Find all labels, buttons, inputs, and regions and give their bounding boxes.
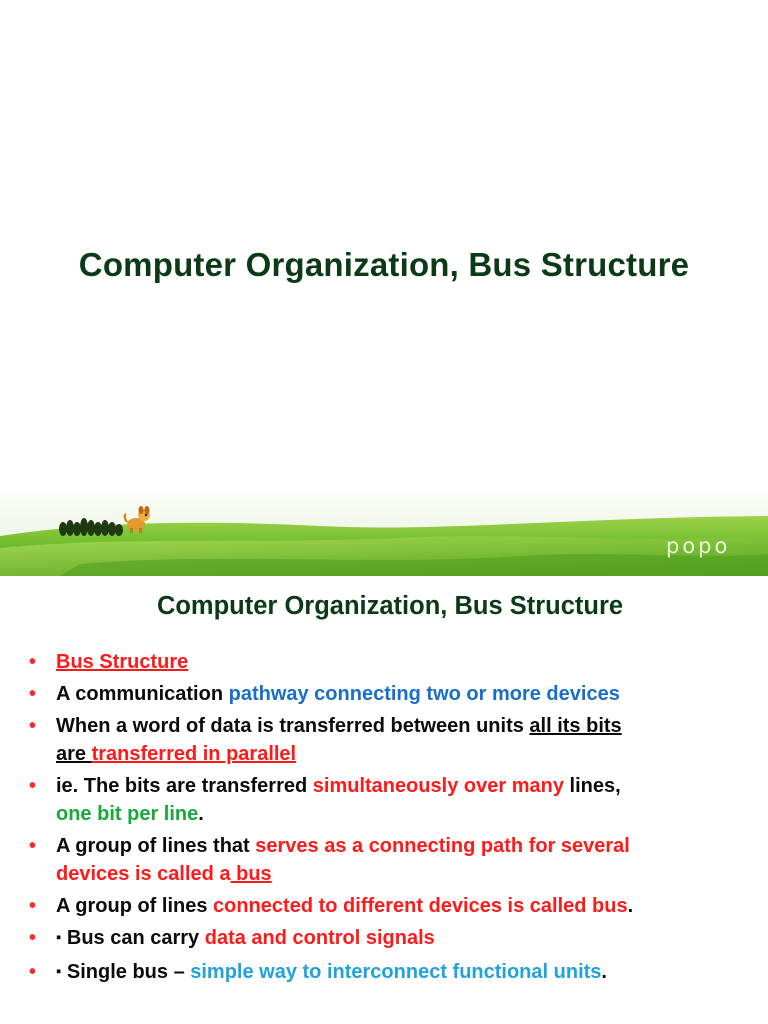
dog-icon (122, 506, 152, 534)
bullet-dot: • (29, 651, 37, 673)
list-item: • When a word of data is transferred between units all its bits are transferred in parallel (56, 712, 766, 768)
list-item: • ie. The bits are transferred simultaneously over many lines, one bit per line. (56, 772, 766, 828)
list-item: • ▪ Bus can carry data and control signals (56, 924, 766, 954)
bullet-dot: • (29, 835, 37, 857)
content-slide (0, 578, 768, 1024)
bullet-dot: • (29, 715, 37, 737)
bullet-dot: • (29, 927, 37, 949)
slide-title: Computer Organization, Bus Structure (156, 592, 624, 620)
bullet-dot: • (29, 683, 37, 705)
square-bullet-icon: ▪ (56, 963, 62, 980)
bullet-dot: • (29, 895, 37, 917)
square-bullet-icon: ▪ (56, 929, 62, 946)
list-item: • ▪ Single bus – simple way to interconnect functional units. (56, 958, 766, 988)
list-item: • A group of lines that serves as a connecting path for several devices is called a bus (56, 832, 766, 888)
slide-title: Computer Organization, Bus Structure (78, 246, 690, 283)
bullet-dot: • (29, 775, 37, 797)
list-item: • A group of lines connected to different devices is called bus. (56, 892, 766, 920)
bullet-dot: • (29, 961, 37, 983)
tree-line-icon (58, 517, 124, 537)
list-item: • Bus Structure (56, 648, 766, 676)
watermark-text: popo (666, 534, 731, 558)
list-item: • A communication pathway connecting two or more devices (56, 680, 766, 708)
bullet-list (29, 648, 766, 992)
